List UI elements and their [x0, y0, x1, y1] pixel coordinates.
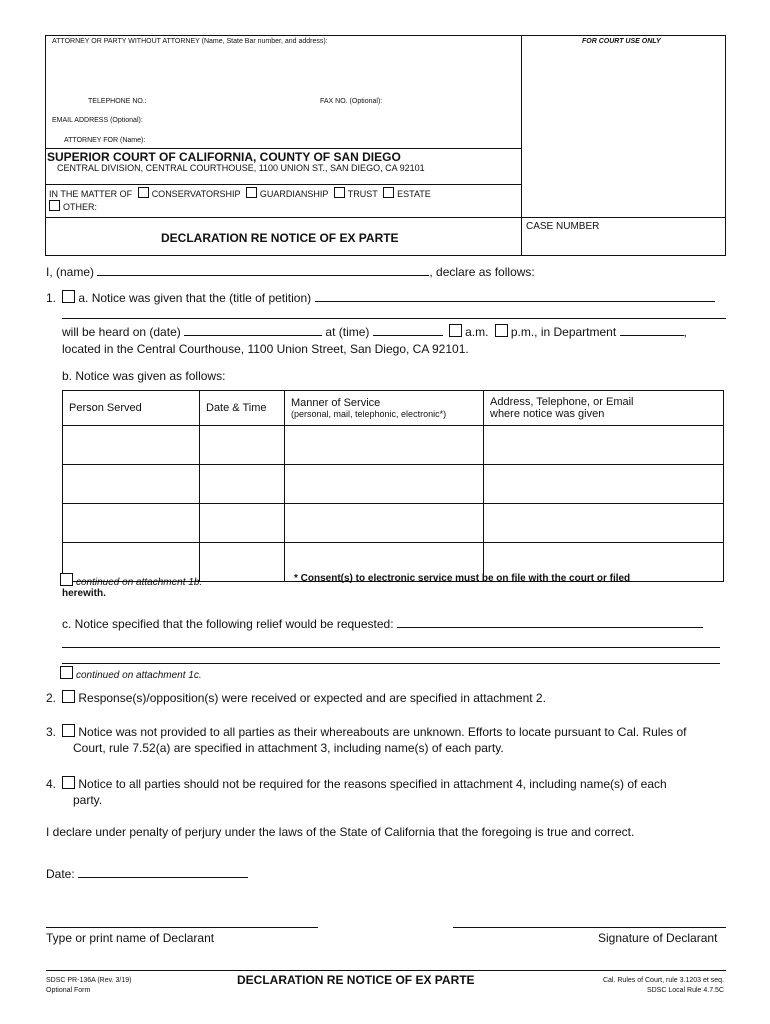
other-label: OTHER:: [63, 202, 98, 212]
at-time-label: at (time): [325, 325, 370, 339]
table-cell[interactable]: [63, 426, 200, 465]
continued-1c-text: continued on attachment 1c.: [76, 670, 202, 681]
item3-text: Notice was not provided to all parties as their whereabouts are unknown. Efforts to locate pursuant to Cal. Rules of: [78, 725, 687, 739]
checkbox-continued-1b[interactable]: [60, 573, 73, 586]
pm-label: p.m., in Department: [510, 325, 617, 339]
checkbox-trust[interactable]: [334, 187, 345, 198]
item4-text: Notice to all parties should not be required for the reasons specified in attachment 4, including name(s) of each: [78, 777, 667, 791]
option-estate: ESTATE: [397, 189, 431, 199]
checkbox-am[interactable]: [449, 324, 462, 337]
table-cell[interactable]: [285, 426, 484, 465]
intro-prefix: I, (name): [46, 265, 95, 279]
footer-rule-2: SDSC Local Rule 4.7.5C: [646, 987, 724, 994]
table-cell[interactable]: [63, 465, 200, 504]
date-row: [46, 866, 248, 881]
header-manner-title: Manner of Service: [291, 397, 381, 409]
attorney-for-label: ATTORNEY FOR (Name):: [64, 137, 146, 144]
declaration-statement: I declare under penalty of perjury under the laws of the State of California that the foregoing is true and correct.: [46, 825, 635, 839]
table-row: [63, 426, 724, 465]
relief-field-3[interactable]: [62, 663, 720, 664]
relief-field-2[interactable]: [62, 647, 720, 648]
table-cell[interactable]: [484, 504, 724, 543]
checkbox-conservatorship[interactable]: [138, 187, 149, 198]
petition-title-field-2[interactable]: [62, 318, 726, 319]
am-label: a.m.: [465, 325, 489, 339]
continued-1b-row: [60, 573, 202, 588]
header-address: [484, 391, 724, 426]
table-cell[interactable]: [200, 543, 285, 582]
item1c-line: [62, 616, 703, 631]
heard-on-line: will be heard on (date) at (time) a.m. p.m., in Department ,: [62, 325, 687, 339]
court-address: CENTRAL DIVISION, CENTRAL COURTHOUSE, 1100 UNION ST., SAN DIEGO, CA 92101: [57, 163, 425, 173]
other-row: [46, 200, 97, 212]
table-cell[interactable]: [285, 465, 484, 504]
declarant-name-line[interactable]: [46, 927, 318, 928]
service-table: [62, 390, 724, 582]
table-cell[interactable]: [200, 465, 285, 504]
checkbox-guardianship[interactable]: [246, 187, 257, 198]
table-cell[interactable]: [285, 504, 484, 543]
matter-of-row: [49, 187, 431, 199]
table-row: [63, 504, 724, 543]
table-row: [63, 465, 724, 504]
checkbox-estate[interactable]: [383, 187, 394, 198]
hearing-date-field[interactable]: [184, 324, 322, 336]
option-trust: TRUST: [347, 189, 378, 199]
doc-title: DECLARATION RE NOTICE OF EX PARTE: [161, 231, 399, 245]
hearing-time-field[interactable]: [373, 324, 443, 336]
signature-label: Signature of Declarant: [598, 931, 718, 945]
date-label: Date:: [46, 867, 75, 881]
checkbox-item2[interactable]: [62, 690, 75, 703]
header-address-title: Address, Telephone, or Email: [490, 396, 634, 408]
relief-field[interactable]: [397, 616, 703, 628]
continued-1c-row: [60, 666, 202, 681]
checkbox-item1a[interactable]: [62, 290, 75, 303]
checkbox-other[interactable]: [49, 200, 60, 211]
email-label: EMAIL ADDRESS (Optional):: [52, 117, 143, 124]
intro-suffix: , declare as follows:: [429, 265, 535, 279]
header-date-time: Date & Time: [200, 391, 285, 426]
option-conservatorship: CONSERVATORSHIP: [151, 189, 241, 199]
checkbox-continued-1c[interactable]: [60, 666, 73, 679]
fax-label: FAX NO. (Optional):: [320, 98, 383, 105]
item2-number: 2.: [46, 691, 57, 705]
item1b-text: b. Notice was given as follows:: [62, 369, 226, 383]
item1-number: 1.: [46, 291, 57, 305]
checkbox-item4[interactable]: [62, 776, 75, 789]
heard-on-label: will be heard on (date): [62, 325, 181, 339]
item2-line: [46, 690, 546, 705]
item1a-line: [46, 290, 715, 305]
item3-text-2: Court, rule 7.52(a) are specified in attachment 3, including name(s) of each party.: [73, 741, 504, 755]
signature-line[interactable]: [453, 927, 726, 928]
option-guardianship: GUARDIANSHIP: [259, 189, 329, 199]
department-field[interactable]: [620, 324, 684, 336]
header-person-served: Person Served: [63, 391, 200, 426]
item1a-text: a. Notice was given that the (title of petition): [78, 291, 312, 305]
table-header-row: [63, 391, 724, 426]
intro-line: [46, 264, 535, 279]
attorney-label: ATTORNEY OR PARTY WITHOUT ATTORNEY (Name, State Bar number, and address):: [52, 38, 328, 45]
item3-number: 3.: [46, 725, 57, 739]
item4-number: 4.: [46, 777, 57, 791]
court-use-label: FOR COURT USE ONLY: [582, 38, 661, 45]
item4-line: [46, 776, 667, 791]
table-cell[interactable]: [200, 426, 285, 465]
consent-note-2: herewith.: [62, 588, 106, 599]
type-name-label: Type or print name of Declarant: [46, 931, 215, 945]
court-name: SUPERIOR COURT OF CALIFORNIA, COUNTY OF SAN DIEGO: [47, 150, 401, 164]
table-cell[interactable]: [63, 504, 200, 543]
form-number: SDSC PR-136A (Rev. 3/19): [46, 977, 132, 984]
petition-title-field[interactable]: [315, 290, 715, 302]
header-manner: [285, 391, 484, 426]
case-number-label: CASE NUMBER: [526, 221, 600, 232]
telephone-label: TELEPHONE NO.:: [88, 98, 147, 105]
footer-rule-1: Cal. Rules of Court, rule 3.1203 et seq.: [602, 977, 724, 984]
matter-of-label: IN THE MATTER OF: [49, 189, 133, 199]
continued-1b-text: continued on attachment 1b.: [76, 577, 203, 588]
checkbox-pm[interactable]: [495, 324, 508, 337]
header-address-sub: where notice was given: [490, 408, 605, 420]
optional-form: Optional Form: [46, 987, 91, 994]
table-cell[interactable]: [484, 426, 724, 465]
header-manner-sub: (personal, mail, telephonic, electronic*): [291, 409, 447, 419]
item3-line: [46, 724, 686, 739]
declarant-name-field[interactable]: [97, 264, 429, 276]
table-cell[interactable]: [484, 465, 724, 504]
footer-title: DECLARATION RE NOTICE OF EX PARTE: [237, 973, 475, 987]
consent-note: * Consent(s) to electronic service must be on file with the court or filed: [294, 573, 631, 584]
item1c-text: c. Notice specified that the following relief would be requested:: [62, 617, 394, 631]
checkbox-item3[interactable]: [62, 724, 75, 737]
date-field[interactable]: [78, 866, 248, 878]
table-cell[interactable]: [200, 504, 285, 543]
location-text: located in the Central Courthouse, 1100 Union Street, San Diego, CA 92101.: [62, 342, 469, 356]
item2-text: Response(s)/opposition(s) were received or expected and are specified in attachment 2.: [78, 691, 546, 705]
item4-text-2: party.: [73, 793, 103, 807]
